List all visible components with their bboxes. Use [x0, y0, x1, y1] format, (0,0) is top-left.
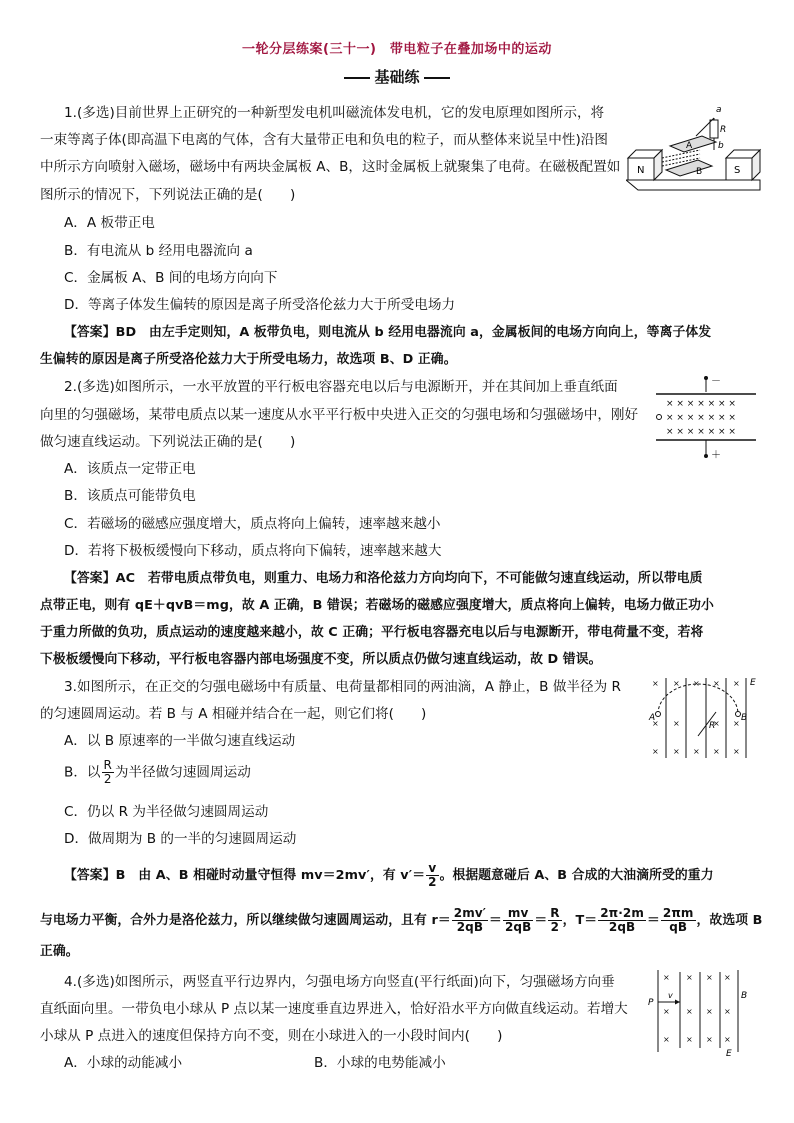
svg-text:×: ×	[663, 973, 670, 982]
svg-text:×: ×	[686, 1007, 693, 1016]
option-c: C．金属板 A、B 间的电场方向向下	[64, 270, 278, 286]
velocity-label: v	[668, 991, 673, 1000]
terminal-b-label: b	[718, 141, 724, 151]
svg-text:×: ×	[713, 747, 720, 756]
option-a: A．该质点一定带正电	[64, 461, 196, 477]
svg-text:×: ×	[733, 747, 740, 756]
resistor-label: R	[720, 125, 727, 135]
plate-a-label: A	[686, 141, 693, 151]
svg-text:×: ×	[724, 973, 731, 982]
answer-line: 【答案】B 由 A、B 相碰时动量守恒得 mv＝2mv′，有 v′＝ $\frac{v}{2}$ 。根据题意碰后 A、B 合成的大油滴所受的重力	[64, 861, 714, 889]
question-1-line: 图所示的情况下，下列说法正确的是( )	[40, 187, 296, 203]
question-3-line: 3.如图所示，在正交的匀强电磁场中有质量、电荷量都相同的两油滴，A 静止，B 做半径为 R	[64, 679, 621, 695]
radius-label: R	[709, 721, 716, 731]
answer-line: 正确。	[40, 944, 79, 959]
svg-text:×: ×	[652, 719, 659, 728]
question-3-line: 的匀速圆周运动。若 B 与 A 相碰并结合在一起，则它们将( )	[40, 706, 427, 722]
mhd-generator-figure	[626, 100, 766, 192]
svg-text:×: ×	[652, 747, 659, 756]
oil-drop-figure	[646, 676, 758, 760]
option-c: C．若磁场的磁感应强度增大，质点将向上偏转，速率越来越小	[64, 516, 441, 532]
answer-line: 点带正电，则有 qE＋qvB＝mg，故 A 正确，B 错误；若磁场的磁感应强度增大，质点将向上偏转，电场力做正功小	[40, 598, 714, 613]
option-b: B．该质点可能带负电	[64, 488, 196, 504]
svg-text:×: ×	[673, 679, 680, 688]
svg-text:×: ×	[673, 719, 680, 728]
svg-text:×: ×	[733, 719, 740, 728]
svg-text:×: ×	[733, 679, 740, 688]
question-4-line: 小球从 P 点进入的速度但保持方向不变，则在小球进入的一小段时间内( )	[40, 1028, 503, 1044]
field-b-label: B	[741, 991, 748, 1001]
option-a: A．以 B 原速率的一半做匀速直线运动	[64, 733, 296, 749]
drop-a-label: A	[649, 713, 656, 723]
answer-line: 于重力所做的负功，质点运动的速度越来越小，故 C 正确；平行板电容器充电以后与电源断开，带电荷量不变，若将	[40, 625, 704, 640]
page-title: 一轮分层练案(三十一) 带电粒子在叠加场中的运动	[242, 42, 552, 57]
option-b: B．以 $\frac{R}{2}$ 为半径做匀速圆周运动	[64, 758, 251, 786]
answer-line: 【答案】AC 若带电质点带负电，则重力、电场力和洛伦兹力方向均向下，不可能做匀速直线运动，所以带电质	[64, 571, 703, 586]
plate-b-label: B	[696, 167, 703, 177]
svg-text:×: ×	[713, 719, 720, 728]
svg-text:× × × × × × ×: × × × × × × ×	[666, 399, 736, 409]
svg-text:×: ×	[686, 1035, 693, 1044]
svg-text:×: ×	[713, 679, 720, 688]
field-e-label: E	[726, 1049, 732, 1058]
capacitor-figure	[654, 374, 758, 462]
svg-text:×: ×	[663, 1035, 670, 1044]
svg-text:×: ×	[706, 1007, 713, 1016]
question-2-line: 做匀速直线运动。下列说法正确的是( )	[40, 434, 296, 450]
option-b: B．有电流从 b 经用电器流向 a	[64, 243, 253, 259]
svg-text:×: ×	[706, 973, 713, 982]
question-2-line: 2.(多选)如图所示，一水平放置的平行板电容器充电以后与电源断开，并在其间加上垂直纸面	[64, 379, 618, 395]
svg-text:×: ×	[686, 973, 693, 982]
svg-text:×: ×	[724, 1035, 731, 1044]
answer-line: 生偏转的原因是离子所受洛伦兹力大于所受电场力，故选项 B、D 正确。	[40, 352, 457, 367]
svg-text:×: ×	[652, 679, 659, 688]
question-1-line: 一束等离子体(即高温下电离的气体，含有大量带正电和负电的粒子，而从整体来说呈中性)沿图	[40, 132, 608, 148]
option-b: B．小球的电势能减小	[314, 1055, 446, 1071]
drop-b-label: B	[741, 713, 748, 723]
question-2-line: 向里的匀强磁场，某带电质点以某一速度从水平平行板中央进入正交的匀强电场和匀强磁场中，刚好	[40, 407, 639, 423]
option-a: A．A 板带正电	[64, 215, 155, 231]
svg-text:×: ×	[706, 1035, 713, 1044]
boundary-field-figure	[646, 968, 758, 1058]
section-heading: 基础练	[0, 66, 794, 87]
option-d: D．做周期为 B 的一半的匀速圆周运动	[64, 831, 297, 847]
option-a: A．小球的动能减小	[64, 1055, 183, 1071]
point-p-label: P	[648, 998, 654, 1008]
question-4-line: 直纸面向里。一带负电小球从 P 点以某一速度垂直边界进入，恰好沿水平方向做直线运动。若增大	[40, 1001, 628, 1017]
negative-terminal-label: －	[711, 376, 721, 387]
south-pole-label: S	[734, 165, 741, 176]
option-d: D．等离子体发生偏转的原因是离子所受洛伦兹力大于所受电场力	[64, 297, 456, 313]
question-1-line: 1.(多选)目前世界上正研究的一种新型发电机叫磁流体发电机，它的发电原理如图所示，将	[64, 105, 605, 121]
positive-terminal-label: ＋	[711, 450, 721, 461]
svg-text:×: ×	[693, 679, 700, 688]
svg-text:×: ×	[724, 1007, 731, 1016]
svg-text:× × × × × × ×: × × × × × × ×	[666, 427, 736, 437]
question-1-line: 中所示方向喷射入磁场，磁场中有两块金属板 A、B，这时金属板上就聚集了电荷。在磁极配置如	[40, 159, 621, 175]
option-d: D．若将下极板缓慢向下移动，质点将向下偏转，速率越来越大	[64, 543, 442, 559]
svg-text:×: ×	[673, 747, 680, 756]
answer-line: 下极板缓慢向下移动，平行板电容器内部电场强度不变，所以质点仍做匀速直线运动，故 D 错误。	[40, 652, 602, 667]
svg-text:×: ×	[693, 747, 700, 756]
option-c: C．仍以 R 为半径做匀速圆周运动	[64, 804, 269, 820]
terminal-a-label: a	[716, 105, 722, 115]
north-pole-label: N	[637, 165, 645, 176]
answer-line: 【答案】BD 由左手定则知，A 板带负电，则电流从 b 经用电器流向 a，金属板间的电场方向向上，等离子体发	[64, 325, 712, 340]
answer-line: 与电场力平衡，合外力是洛伦兹力，所以继续做匀速圆周运动，且有 r＝ $\frac{2mv'}{2qB}$ ＝ $\frac{mv}{2qB}$ ＝ $\frac{R}{2}$ ，T＝ $\frac{2\pi\cdot 2m}{2qB}$ ＝ $\frac{2\pi m}{qB}$ ，故选项 B	[40, 906, 763, 934]
field-e-label: E	[750, 678, 756, 688]
svg-text:×: ×	[663, 1007, 670, 1016]
svg-text:× × × × × × ×: × × × × × × ×	[666, 413, 736, 423]
question-4-line: 4.(多选)如图所示，两竖直平行边界内，匀强电场方向竖直(平行纸面)向下，匀强磁场方向垂	[64, 974, 615, 990]
